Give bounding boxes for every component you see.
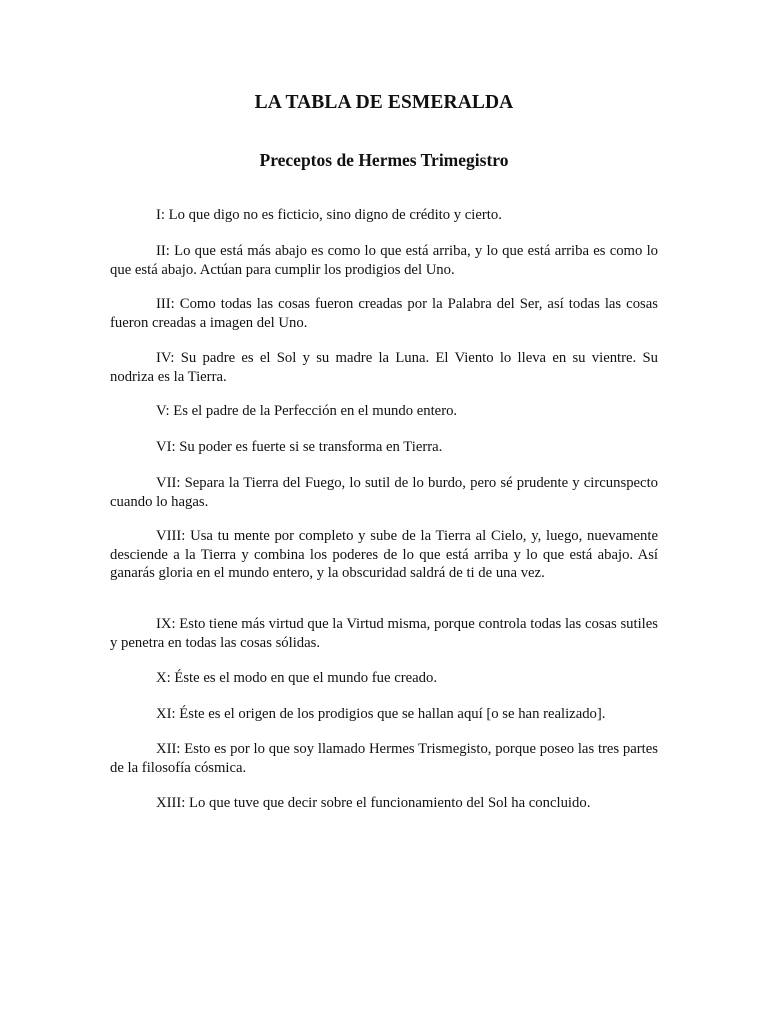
precept-8: VIII: Usa tu mente por completo y sube de la Tierra al Cielo, y, luego, nuevamente desciende a la Tierra y combina los poderes de lo que está arriba y lo que está abajo. Así ganarás gloria en el mundo entero, y la obscuridad saldrá de ti de una vez. — [110, 528, 658, 581]
precept-5: V: Es el padre de la Perfección en el mundo entero. — [156, 403, 458, 419]
precept-7: VII: Separa la Tierra del Fuego, lo sutil de lo burdo, pero sé prudente y circunspecto cuando lo hagas. — [110, 475, 658, 510]
precept-3: III: Como todas las cosas fueron creadas por la Palabra del Ser, así todas las cosas fueron creadas a imagen del Uno. — [110, 296, 658, 331]
precept-11: XI: Éste es el origen de los prodigios que se hallan aquí [o se han realizado]. — [156, 706, 606, 722]
precept-10: X: Éste es el modo en que el mundo fue creado. — [156, 670, 438, 686]
document-subtitle: Preceptos de Hermes Trimegistro — [259, 150, 509, 170]
precept-2: II: Lo que está más abajo es como lo que está arriba, y lo que está arriba es como lo que está abajo. Actúan para cumplir los prodigios del Uno. — [110, 243, 658, 278]
precept-12: XII: Esto es por lo que soy llamado Hermes Trismegisto, porque poseo las tres partes de la filosofía cósmica. — [110, 741, 658, 776]
precept-9: IX: Esto tiene más virtud que la Virtud misma, porque controla todas las cosas sutiles y penetra en todas las cosas sólidas. — [110, 616, 658, 651]
precept-13: XIII: Lo que tuve que decir sobre el funcionamiento del Sol ha concluido. — [156, 795, 591, 811]
precept-4: IV: Su padre es el Sol y su madre la Luna. El Viento lo lleva en su vientre. Su nodriza es la Tierra. — [110, 350, 658, 385]
precept-6: VI: Su poder es fuerte si se transforma en Tierra. — [156, 439, 443, 455]
precept-1: I: Lo que digo no es ficticio, sino digno de crédito y cierto. — [156, 207, 502, 223]
document-title: LA TABLA DE ESMERALDA — [254, 92, 514, 113]
